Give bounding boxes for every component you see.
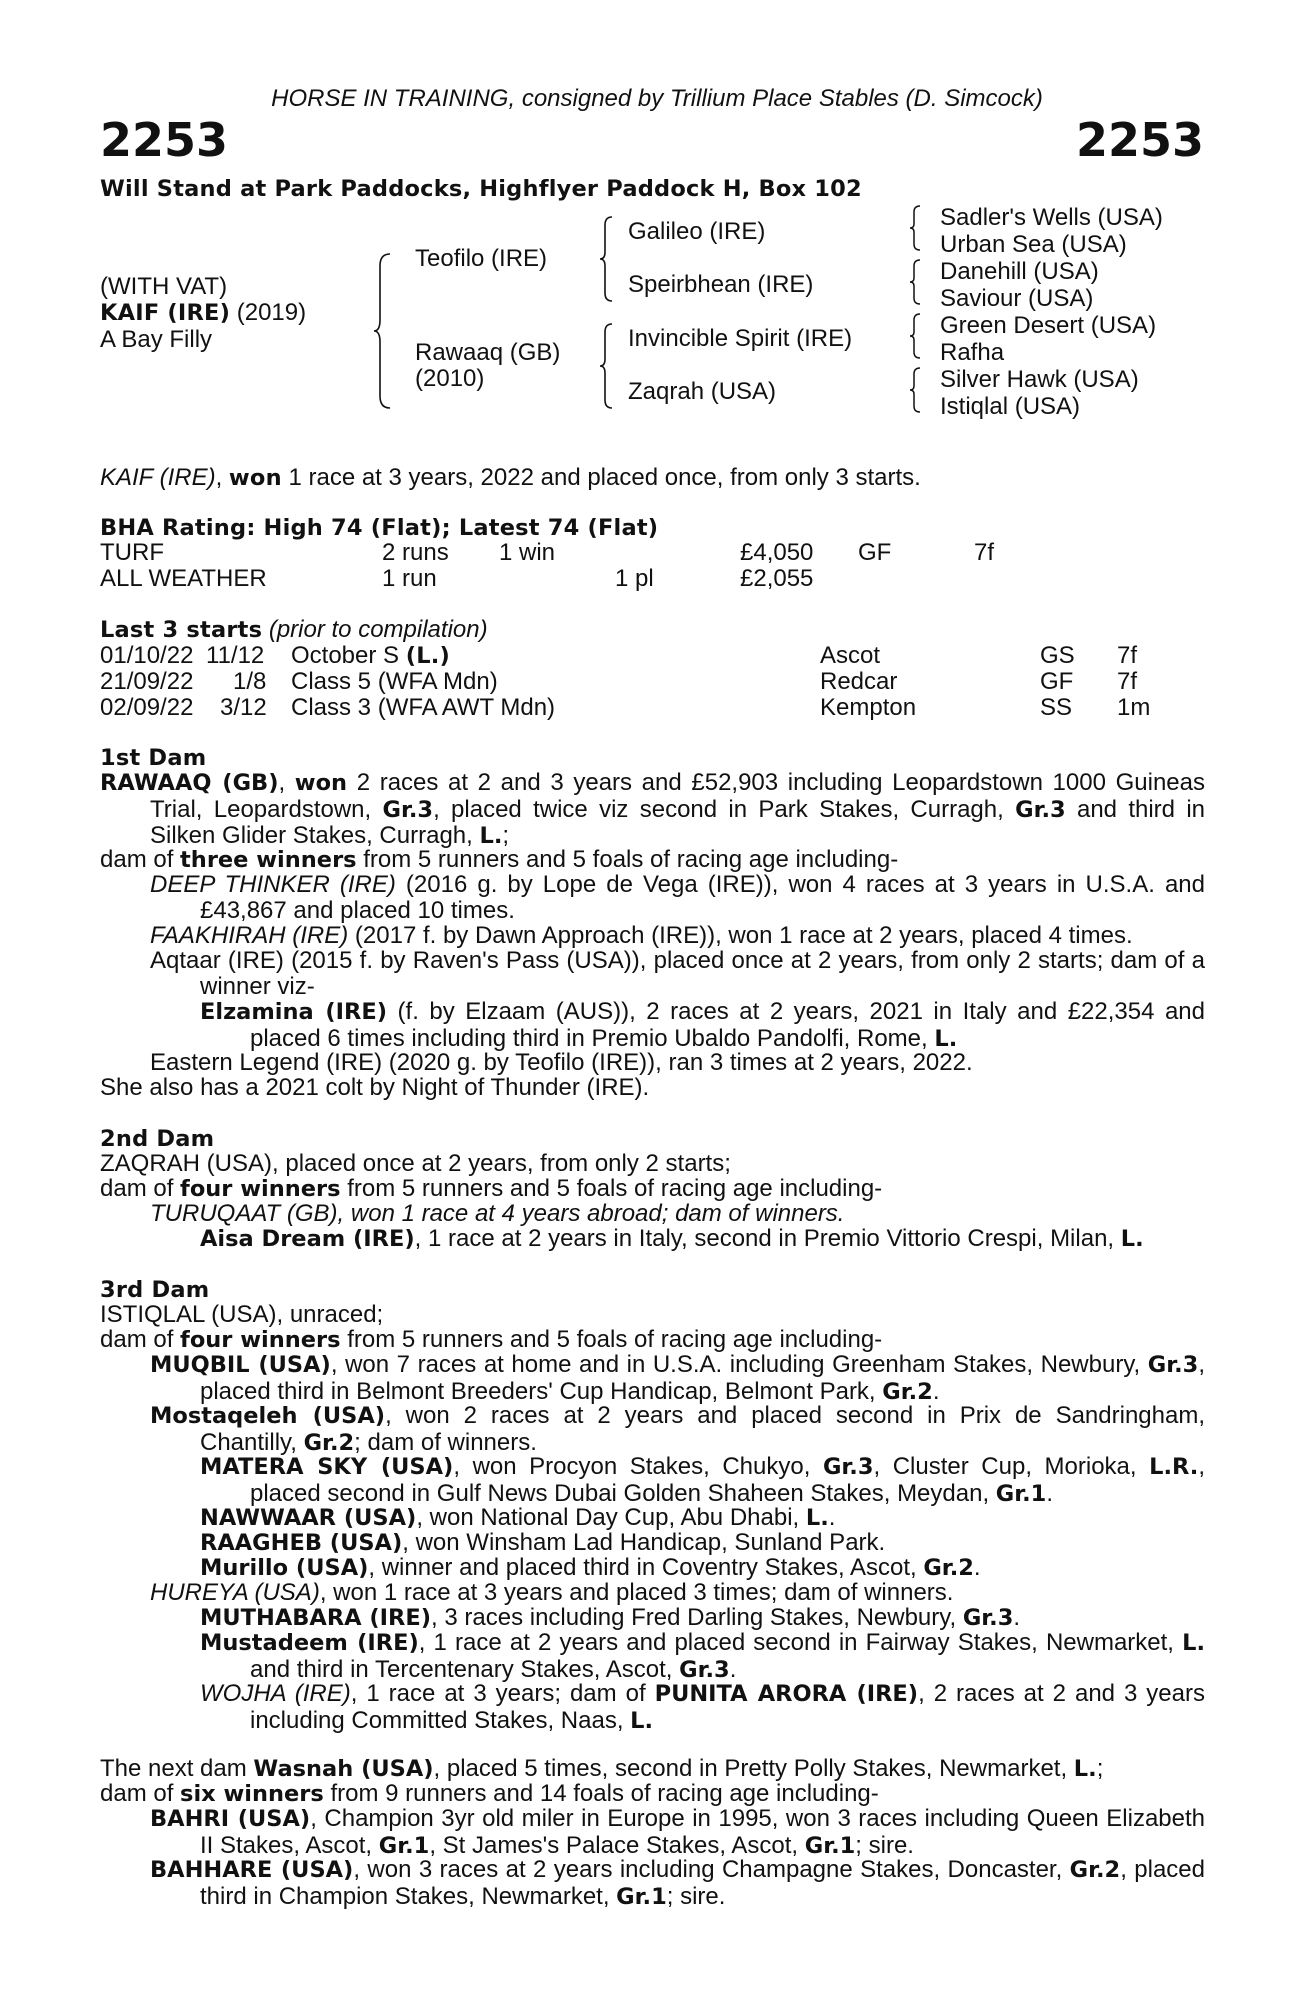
lot-number-left: 2253 — [100, 113, 229, 167]
produce-muthabara — [200, 1605, 1205, 1632]
produce-text-a: dam of — [100, 846, 181, 873]
start-2-going: GF — [1040, 668, 1074, 695]
produce-text: , 1 race at 2 years and placed second in Fairway Stakes, Newmarket, — [418, 1629, 1183, 1656]
summary-text: 1 race at 3 years, 2022 and placed once, from only 3 starts. — [281, 464, 921, 491]
bha-rating-title: BHA Rating: High 74 (Flat); Latest 74 (Flat) — [100, 515, 659, 541]
produce-eastern-legend: Eastern Legend (IRE) (2020 g. by Teofilo (IRE)), ran 3 times at 2 years, 2022. — [150, 1049, 973, 1076]
start-2-race: Class 5 (WFA Mdn) — [291, 668, 498, 695]
first-dam-record: RAWAAQ (GB), won 2 races at 2 and 3 years and £52,903 including Leopardstown 1000 Guineas Trial, Leopardstown, Gr.3, placed twice viz second in Park Stakes, Curragh, Gr.3 and third in Silken Glider Stakes, Curragh, L.; — [100, 769, 1206, 849]
produce-text: , St James's Palace Stakes, Ascot, — [429, 1831, 805, 1859]
last-starts-title — [100, 617, 488, 643]
start-3-position: 3/12 — [220, 694, 267, 721]
produce-wojha — [200, 1681, 1205, 1734]
produce-faakhirah — [150, 923, 1205, 949]
pedigree-brace-dam — [598, 322, 614, 410]
great-grandparent-4: Saviour (USA) — [940, 285, 1094, 312]
second-dam-heading: 2nd Dam — [100, 1126, 215, 1152]
produce-name: FAAKHIRAH (IRE) — [150, 922, 349, 949]
horse-name: KAIF (IRE) — [100, 300, 231, 326]
produce-text: TURUQAAT (GB), won 1 race at 4 years abroad; dam of winners. — [150, 1200, 845, 1227]
produce-text: , placed second in Gulf News Dubai Golden Shaheen Stakes, Meydan, — [250, 1453, 1205, 1507]
first-dam-heading: 1st Dam — [100, 745, 207, 771]
produce-text: , Cluster Cup, Morioka, — [873, 1453, 1150, 1480]
produce-turuqaat — [150, 1201, 1205, 1227]
start-1-race — [291, 643, 450, 669]
pedigree-brace-gg1 — [908, 204, 922, 252]
grade-label: L. — [1182, 1630, 1205, 1656]
produce-text: , winner and placed third in Coventry Stakes, Ascot, — [368, 1554, 924, 1581]
grade-label: Gr.2 — [1069, 1857, 1121, 1883]
rating-surface-aw: ALL WEATHER — [100, 565, 267, 592]
produce-text: , 1 race at 3 years; dam of — [350, 1680, 655, 1707]
great-grandparent-5: Green Desert (USA) — [940, 312, 1157, 339]
produce-name: BAHRI (USA) — [150, 1806, 311, 1832]
produce-aisa-dream — [200, 1226, 1205, 1253]
pedigree-brace-gg4 — [908, 366, 922, 414]
produce-name: DEEP THINKER (IRE) — [150, 871, 396, 898]
lot-number-right: 2253 — [1075, 113, 1204, 167]
produce-nawwaar — [200, 1505, 1205, 1532]
third-dam-heading: 3rd Dam — [100, 1277, 210, 1303]
produce-text: and third in Tercentenary Stakes, Ascot, — [250, 1655, 680, 1683]
start-2-course: Redcar — [820, 668, 898, 695]
first-dam-text-b: , placed twice viz second in Park Stakes, Curragh, — [433, 795, 1016, 823]
first-dam-produce-line — [100, 847, 1205, 874]
first-dam-text-a: 2 races at 2 and 3 years and £52,903 including Leopardstown 1000 Guineas Trial, Leopardstown, — [150, 769, 1205, 823]
last-starts-note: (prior to compilation) — [268, 616, 488, 643]
produce-name: Mustadeem (IRE) — [200, 1630, 419, 1656]
produce-text: . — [1046, 1479, 1054, 1507]
grade-label: L. — [630, 1707, 654, 1734]
stand-location: Will Stand at Park Paddocks, Highflyer Paddock H, Box 102 — [100, 176, 862, 202]
produce-name: PUNITA ARORA (IRE) — [654, 1681, 919, 1707]
produce-name: MUTHABARA (IRE) — [200, 1605, 432, 1631]
start-1-course: Ascot — [820, 642, 881, 669]
third-dam-record: ISTIQLAL (USA), unraced; — [100, 1301, 384, 1328]
start-3-date: 02/09/22 — [100, 694, 194, 721]
start-2-date: 21/09/22 — [100, 668, 194, 695]
grade-label: Gr.3 — [679, 1656, 730, 1683]
pedigree-brace-main — [372, 252, 392, 410]
grade-label: Gr.3 — [1147, 1352, 1199, 1378]
next-dam-produce-line — [100, 1781, 1205, 1808]
produce-text-a: dam of — [100, 1780, 181, 1807]
produce-name: BAHHARE (USA) — [150, 1857, 354, 1883]
produce-text-c: from 5 runners and 5 foals of racing age including- — [356, 846, 899, 873]
produce-raagheb — [200, 1530, 1205, 1557]
grade-label: L. — [805, 1505, 829, 1531]
dam-year: (2010) — [415, 365, 485, 392]
rating-surface-turf: TURF — [100, 539, 164, 566]
produce-text: . — [973, 1554, 981, 1581]
consignment-line: HORSE IN TRAINING, consigned by Trillium Place Stables (D. Simcock) — [271, 85, 1043, 112]
grade-label: Gr.1 — [378, 1832, 430, 1859]
produce-text-c: from 5 runners and 5 foals of racing age including- — [340, 1175, 883, 1202]
produce-deep-thinker — [150, 872, 1205, 923]
produce-text-a: dam of — [100, 1326, 181, 1353]
next-dam-name: Wasnah (USA) — [253, 1756, 434, 1782]
grade-label: L. — [1073, 1756, 1097, 1782]
start-3-going: SS — [1040, 694, 1073, 721]
grade-label: Gr.2 — [923, 1555, 974, 1581]
next-dam-text: The next dam — [100, 1755, 254, 1782]
third-dam-produce-line — [100, 1327, 1205, 1354]
start-1-position: 11/12 — [206, 642, 265, 669]
produce-hureya — [150, 1580, 1205, 1606]
vat-note: (WITH VAT) — [100, 273, 228, 300]
great-grandparent-3: Danehill (USA) — [940, 258, 1099, 285]
produce-text: (f. by Elzaam (AUS)), 2 races at 2 years, 2021 in Italy and £22,354 and placed 6 times including third in Premio Ubaldo Pandolfi, Rome, — [250, 998, 1205, 1052]
next-dam-record — [100, 1756, 1205, 1783]
produce-text: , 3 races including Fred Darling Stakes, Newbury, — [431, 1604, 963, 1631]
start-3-course: Kempton — [820, 694, 917, 721]
grade-label: L. — [479, 823, 503, 849]
grade-label: Gr.3 — [822, 1454, 874, 1480]
rating-turf-going: GF — [858, 539, 892, 566]
produce-text: , won Procyon Stakes, Chukyo, — [453, 1453, 823, 1480]
produce-name: RAAGHEB (USA) — [200, 1530, 403, 1556]
dam-name: Rawaaq (GB) — [415, 339, 561, 366]
grandsire-2: Invincible Spirit (IRE) — [628, 325, 853, 352]
grandsire-1: Galileo (IRE) — [628, 218, 766, 245]
summary-horse-name: KAIF (IRE) — [100, 464, 216, 491]
start-1-race-name: October S — [291, 642, 400, 669]
produce-text: . — [1013, 1604, 1021, 1631]
first-dam-also: She also has a 2021 colt by Night of Thunder (IRE). — [100, 1074, 650, 1101]
rating-aw-placed: 1 pl — [615, 565, 654, 592]
grade-label: Gr.3 — [962, 1605, 1014, 1631]
produce-text: , placed third in Champion Stakes, Newmarket, — [200, 1856, 1205, 1910]
grade-label: Gr.3 — [382, 796, 434, 823]
horse-description: A Bay Filly — [100, 326, 213, 353]
produce-text: , Champion 3yr old miler in Europe in 1995, won 3 races including Queen Elizabeth II Stakes, Ascot, — [200, 1805, 1205, 1859]
rating-turf-distance: 7f — [974, 539, 995, 566]
first-dam-won: won — [294, 770, 348, 796]
grade-label: Gr.1 — [616, 1883, 667, 1910]
produce-text: , 2 races at 2 and 3 years including Committed Stakes, Naas, — [250, 1680, 1205, 1734]
horse-title — [100, 300, 306, 326]
summary-won: won — [228, 465, 282, 491]
pedigree-brace-gg3 — [908, 312, 922, 360]
produce-winners: four winners — [180, 1176, 341, 1202]
next-dam-text: , placed 5 times, second in Pretty Polly Stakes, Newmarket, — [433, 1755, 1074, 1782]
grade-label: L.R. — [1149, 1454, 1199, 1480]
produce-text-a: dam of — [100, 1175, 181, 1202]
produce-mustadeem — [200, 1630, 1205, 1683]
rating-turf-runs: 2 runs — [382, 539, 449, 566]
produce-text: (2017 f. by Dawn Approach (IRE)), won 1 race at 2 years, placed 4 times. — [348, 922, 1133, 949]
pedigree-brace-gg2 — [908, 258, 922, 306]
produce-text: ; sire. — [855, 1831, 914, 1859]
grade-label: Gr.2 — [303, 1429, 355, 1456]
produce-name: MUQBIL (USA) — [150, 1352, 331, 1378]
great-grandparent-6: Rafha — [940, 339, 1005, 366]
produce-text: , 1 race at 2 years in Italy, second in Premio Vittorio Crespi, Milan, — [414, 1225, 1121, 1252]
produce-name: HUREYA (USA) — [150, 1579, 320, 1606]
rating-turf-wins: 1 win — [499, 539, 556, 566]
great-grandparent-8: Istiqlal (USA) — [940, 393, 1081, 420]
start-3-race: Class 3 (WFA AWT Mdn) — [291, 694, 556, 721]
produce-elzamina — [200, 999, 1205, 1052]
produce-text-c: from 5 runners and 5 foals of racing age including- — [340, 1326, 883, 1353]
rating-aw-prize: £2,055 — [740, 565, 814, 592]
produce-name: NAWWAAR (USA) — [200, 1505, 417, 1531]
great-grandparent-2: Urban Sea (USA) — [940, 231, 1127, 258]
produce-text: , won 7 races at home and in U.S.A. including Greenham Stakes, Newbury, — [330, 1351, 1148, 1378]
produce-text: , won National Day Cup, Abu Dhabi, — [416, 1504, 806, 1531]
produce-matera-sky — [200, 1454, 1205, 1507]
rating-aw-runs: 1 run — [382, 565, 437, 592]
produce-text: , won 3 races at 2 years including Champagne Stakes, Doncaster, — [353, 1856, 1070, 1883]
produce-name: WOJHA (IRE) — [200, 1680, 351, 1707]
start-1-going: GS — [1040, 642, 1075, 669]
produce-text: . — [828, 1504, 836, 1531]
produce-text-c: from 9 runners and 14 foals of racing age including- — [323, 1780, 879, 1807]
produce-bahri — [150, 1806, 1205, 1859]
granddam-1: Speirbhean (IRE) — [628, 271, 814, 298]
grade-label: Gr.1 — [804, 1832, 856, 1859]
horse-year: (2019) — [236, 299, 307, 326]
pedigree-brace-sire — [598, 215, 614, 303]
produce-text: , placed third in Belmont Breeders' Cup Handicap, Belmont Park, — [200, 1351, 1206, 1405]
produce-mostaqeleh — [150, 1403, 1205, 1456]
grade-label: L. — [1120, 1226, 1144, 1252]
start-3-distance: 1m — [1117, 694, 1151, 721]
grade-label: Gr.1 — [995, 1480, 1047, 1507]
rating-turf-prize: £4,050 — [740, 539, 814, 566]
produce-winners: three winners — [180, 847, 357, 873]
produce-name: Aisa Dream (IRE) — [200, 1226, 415, 1252]
first-dam-name: RAWAAQ (GB) — [100, 770, 279, 796]
produce-name: MATERA SKY (USA) — [200, 1454, 454, 1480]
sire-name: Teofilo (IRE) — [415, 245, 548, 272]
produce-text: ; sire. — [666, 1882, 726, 1910]
grade-label: L. — [934, 1025, 958, 1052]
grade-label: Gr.3 — [1015, 796, 1066, 823]
start-2-position: 1/8 — [233, 668, 267, 695]
produce-text: . — [932, 1377, 940, 1405]
produce-text: . — [729, 1655, 737, 1683]
produce-aqtaar: Aqtaar (IRE) (2015 f. by Raven's Pass (USA)), placed once at 2 years, from only 2 starts; dam of a winner viz- — [150, 947, 1205, 1000]
produce-muqbil — [150, 1352, 1205, 1405]
produce-winners: six winners — [180, 1781, 324, 1807]
grade-label: Gr.2 — [882, 1378, 933, 1405]
granddam-2: Zaqrah (USA) — [628, 378, 777, 405]
produce-murillo — [200, 1555, 1205, 1582]
produce-name: Mostaqeleh (USA) — [150, 1403, 386, 1429]
start-1-race-grade: (L.) — [405, 643, 450, 669]
produce-winners: four winners — [180, 1327, 341, 1353]
first-dam-text-d: ; — [502, 822, 510, 849]
start-2-distance: 7f — [1117, 668, 1138, 695]
great-grandparent-1: Sadler's Wells (USA) — [940, 204, 1163, 231]
produce-bahhare — [150, 1857, 1205, 1910]
next-dam-text: ; — [1096, 1755, 1104, 1782]
produce-text: , won Winsham Lad Handicap, Sunland Park. — [402, 1529, 886, 1556]
produce-name: Elzamina (IRE) — [200, 999, 388, 1025]
produce-text: (2016 g. by Lope de Vega (IRE)), won 4 races at 3 years in U.S.A. and £43,867 and placed 10 times. — [200, 871, 1205, 924]
second-dam-produce-line — [100, 1176, 1205, 1203]
second-dam-record: ZAQRAH (USA), placed once at 2 years, from only 2 starts; — [100, 1150, 731, 1177]
start-1-date: 01/10/22 — [100, 642, 194, 669]
race-summary: KAIF (IRE), won 1 race at 3 years, 2022 and placed once, from only 3 starts. — [100, 464, 921, 491]
produce-text: , won 2 races at 2 years and placed second in Prix de Sandringham, Chantilly, — [200, 1402, 1205, 1456]
first-dam-text-c: and third in Silken Glider Stakes, Curragh, — [150, 795, 1206, 849]
great-grandparent-7: Silver Hawk (USA) — [940, 366, 1139, 393]
produce-text: ; dam of winners. — [354, 1428, 537, 1456]
produce-name: Murillo (USA) — [200, 1555, 369, 1581]
last-starts-heading: Last 3 starts — [100, 617, 263, 643]
produce-text: , won 1 race at 3 years and placed 3 times; dam of winners. — [319, 1579, 954, 1606]
start-1-distance: 7f — [1117, 642, 1138, 669]
